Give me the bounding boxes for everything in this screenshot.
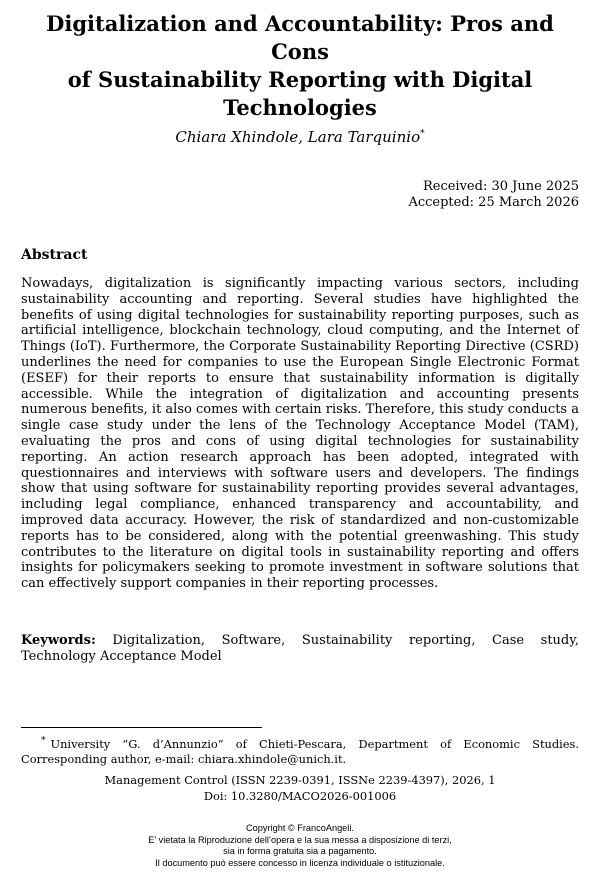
- affiliation-footnote: * University “G. d’Annunzio” of Chieti-Pescara, Department of Economic Studies. Corresponding author, e-mail: chiara.xhindole@unich.it.: [21, 736, 579, 766]
- title-line-3: Technologies: [223, 95, 377, 120]
- copyright-line-2: E’ vietata la Riproduzione dell’opera e la sua messa a disposizione di terzi,: [148, 834, 452, 845]
- keywords-label: Keywords:: [21, 633, 96, 648]
- copyright-line-1: Copyright © FrancoAngeli.: [246, 823, 354, 833]
- title-line-1: Digitalization and Accountability: Pros and Cons: [46, 11, 554, 64]
- doi-line: Doi: 10.3280/MACO2026-001006: [203, 788, 397, 803]
- journal-info: [20, 773, 580, 804]
- abstract-heading: Abstract: [21, 247, 88, 263]
- keywords-list: Digitalization, Software, Sustainability reporting, Case study, Technology Acceptance Model: [21, 633, 579, 664]
- received-date: Received: 30 June 2025: [422, 179, 579, 194]
- copyright-line-4: Il documento può essere concesso in licenza individuale o istituzionale.: [155, 857, 445, 868]
- copyright-notice: [20, 823, 580, 869]
- journal-line: Management Control (ISSN 2239-0391, ISSNe 2239-4397), 2026, 1: [104, 773, 496, 787]
- paper-title: [20, 10, 580, 122]
- title-line-2: of Sustainability Reporting with Digital: [67, 67, 533, 92]
- submission-dates: [279, 179, 579, 211]
- keywords-paragraph: [21, 633, 579, 665]
- accepted-date: Accepted: 25 March 2026: [408, 195, 579, 210]
- abstract-text: Nowadays, digitalization is significantly impacting various sectors, including sustainability accounting and reporting. Several studies have highlighted the benefits of using digital technologies for sustainability reporting purposes, such as artificial intelligence, blockchain technology, cloud computing, and the Internet of Things (IoT). Furthermore, the Corporate Sustainability Reporting Directive (CSRD) underlines the need for companies to use the European Single Electronic Format (ESEF) for their reports to ensure that sustainability information is digitally accessible. While the integration of digitalization and accounting presents numerous benefits, it also comes with certain risks. Therefore, this study conducts a single case study under the lens of the Technology Acceptance Model (TAM), evaluating the pros and cons of using digital technologies for sustainability reporting. An action research approach has been adopted, integrated with questionnaires and interviews with software users and developers. The findings show that using software for sustainability reporting provides several advantages, including legal compliance, enhanced transparency and accountability, and improved data accuracy. However, the risk of standardized and non-customizable reports has to be considered, along with the potential greenwashing. This study contributes to the literature on digital tools in sustainability reporting and offers insights for policymakers seeking to promote investment in software solutions that can effectively support companies in their reporting processes.: [21, 276, 579, 592]
- copyright-line-3: sia in forma gratuita sia a pagamento.: [223, 846, 377, 857]
- footnote-divider: [21, 727, 262, 728]
- author-line: [20, 124, 580, 147]
- author-footnote-mark: *: [420, 129, 425, 139]
- footnote-text: University “G. d’Annunzio” of Chieti-Pescara, Department of Economic Studies. Corresponding author, e-mail: chiara.xhindole@unich.it.: [21, 737, 579, 766]
- author-names: Chiara Xhindole, Lara Tarquinio: [175, 128, 421, 146]
